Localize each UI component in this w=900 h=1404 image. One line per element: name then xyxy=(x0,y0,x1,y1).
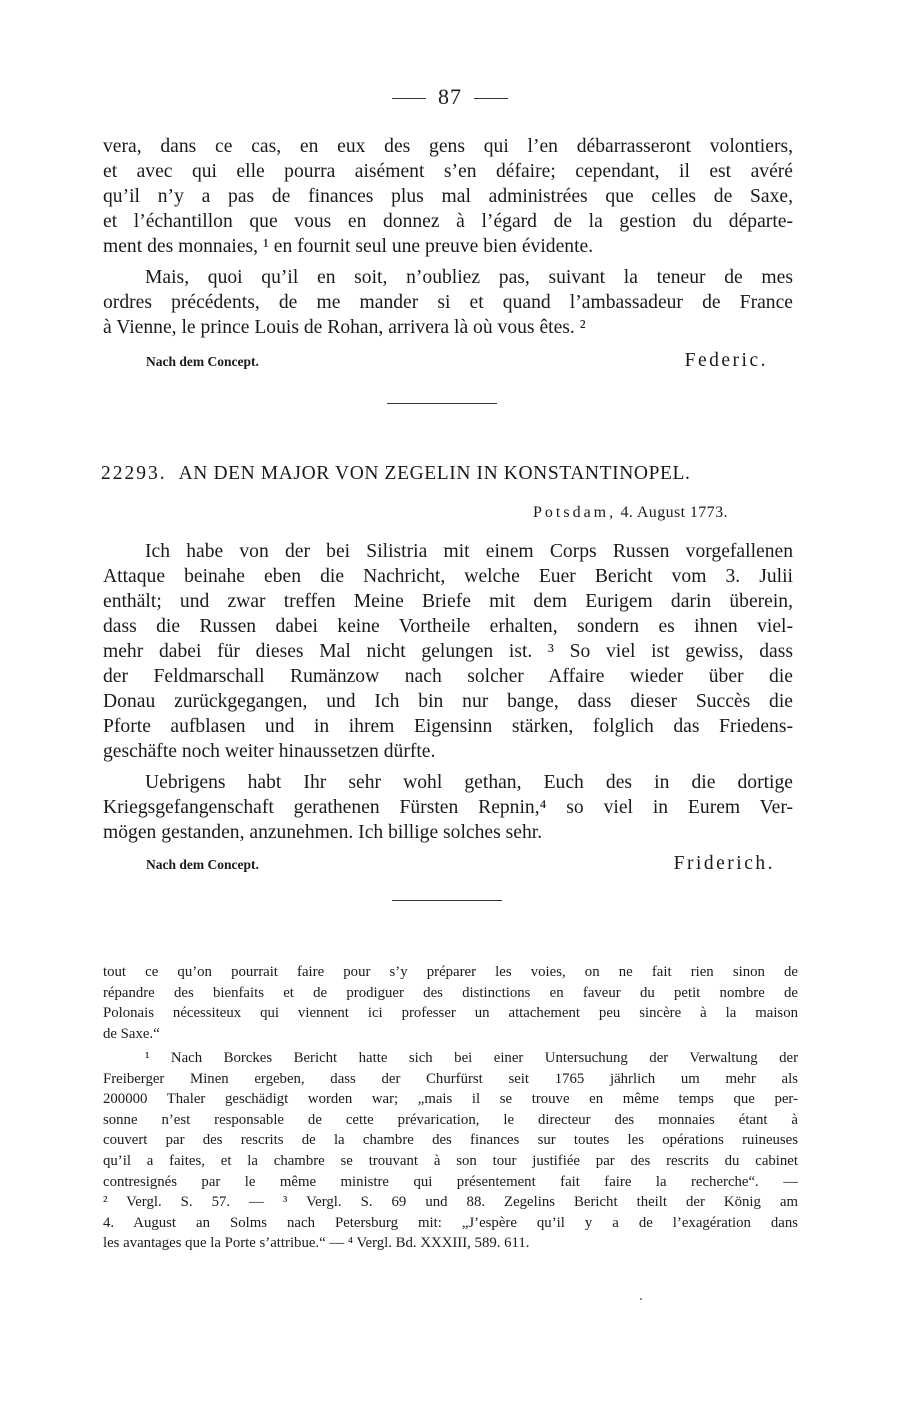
footnote-continuation xyxy=(103,962,798,1044)
text-line: ordres précédents, de me mander si et quand l’ambassadeur de France xyxy=(103,292,793,313)
text-line: ment des monnaies, ¹ en fournit seul une preuve bien évidente. xyxy=(103,236,594,257)
source-note: Nach dem Concept. xyxy=(146,354,259,369)
text-line: à Vienne, le prince Louis de Rohan, arrivera là où vous êtes. ² xyxy=(103,317,586,338)
text-line: enthält; und zwar treffen Meine Briefe mit dem Eurigem darin überein, xyxy=(103,591,793,612)
signature: Federic. xyxy=(684,350,768,371)
dateline-date: 4. August 1773. xyxy=(620,504,728,521)
source-note: Nach dem Concept. xyxy=(146,857,259,872)
text-line: der Feldmarschall Rumänzow nach solcher Affaire wieder über die xyxy=(103,666,793,687)
letter1-paragraph-2 xyxy=(103,265,793,340)
footnote-line: les avantages que la Porte s’attribue.“ — ⁴ Vergl. Bd. XXXIII, 589. 611. xyxy=(103,1235,530,1252)
dateline-place: Potsdam, xyxy=(533,504,617,521)
print-speck xyxy=(640,1298,642,1300)
dateline xyxy=(533,504,728,522)
letter1-closing xyxy=(103,350,768,372)
page-number-header xyxy=(0,84,900,110)
text-line: Kriegsgefangenschaft gerathenen Fürsten Repnin,⁴ so viel in Eurem Ver- xyxy=(103,797,793,818)
footnote-line: qu’il a faites, et la chambre se trouvant à son tour justifiée par des rescrits du cabinet xyxy=(103,1152,798,1169)
footnote-line: contresignés par le même ministre qui présentement fait faire la recherche“. — xyxy=(103,1173,798,1190)
header-dash-left xyxy=(392,98,426,99)
text-line: mögen gestanden, anzunehmen. Ich billige solches sehr. xyxy=(103,822,543,843)
letter1-paragraph-1 xyxy=(103,134,793,259)
footnote-line: 200000 Thaler geschädigt worden war; „mais il se trouve en même temps que per- xyxy=(103,1091,798,1108)
text-line: Ich habe von der bei Silistria mit einem Corps Russen vorgefallenen xyxy=(145,541,793,562)
footnote-line: répandre des bienfaits et de prodiguer des distinctions en faveur du petit nombre de xyxy=(103,984,798,1001)
text-line: Pforte aufblasen und in ihrem Eigensinn stärken, folglich das Friedens- xyxy=(103,716,793,737)
letter2-paragraph-1 xyxy=(103,539,793,764)
section-divider xyxy=(392,900,502,901)
header-dash-right xyxy=(474,98,508,99)
footnotes xyxy=(103,1048,798,1254)
letter2-paragraph-2 xyxy=(103,770,793,845)
footnote-line: sonne n’est responsable de cette prévarication, le directeur des monnaies étant à xyxy=(103,1111,798,1128)
text-line: qu’il n’y a pas de finances plus mal administrées que celles de Saxe, xyxy=(103,186,793,207)
text-line: mehr dabei für dieses Mal nicht gelungen ist. ³ So viel ist gewiss, dass xyxy=(103,641,793,662)
footnote-line: ¹ Nach Borckes Bericht hatte sich bei einer Untersuchung der Verwaltung der xyxy=(145,1050,798,1066)
letter-heading xyxy=(101,463,801,485)
footnote-line: de Saxe.“ xyxy=(103,1025,160,1042)
footnote-line: Polonais nécessiteux qui viennent ici professer un attachement peu sincère à la maison xyxy=(103,1005,798,1022)
text-line: et l’échantillon que vous en donnez à l’égard de la gestion du départe- xyxy=(103,211,793,232)
section-divider xyxy=(387,403,497,404)
text-line: Mais, quoi qu’il en soit, n’oubliez pas, suivant la teneur de mes xyxy=(145,267,793,288)
page-number: 87 xyxy=(438,84,462,109)
text-line: Donau zurückgegangen, und Ich bin nur bange, dass dieser Succès die xyxy=(103,691,793,712)
letter2-closing xyxy=(103,853,775,875)
footnote-line: tout ce qu’on pourrait faire pour s’y préparer les voies, on ne fait rien sinon de xyxy=(103,964,798,980)
signature: Friderich. xyxy=(673,853,775,874)
footnote-line: Freiberger Minen ergeben, dass der Churfürst seit 1765 jährlich um mehr als xyxy=(103,1070,798,1087)
text-line: Uebrigens habt Ihr sehr wohl gethan, Euch des in die dortige xyxy=(145,772,793,793)
footnote-line: 4. August an Solms nach Petersburg mit: „J’espère qu’il y a de l’exagération dans xyxy=(103,1214,798,1231)
text-line: Attaque beinahe eben die Nachricht, welche Euer Bericht vom 3. Julii xyxy=(103,566,793,587)
footnote-line: couvert par des rescrits de la chambre des finances sur toutes les opérations ruineuses xyxy=(103,1132,798,1149)
letter-title: AN DEN MAJOR VON ZEGELIN IN KONSTANTINOPEL. xyxy=(178,463,691,484)
text-line: dass die Russen dabei keine Vortheile erhalten, sondern es ihnen viel- xyxy=(103,616,793,637)
text-line: vera, dans ce cas, en eux des gens qui l’en débarrasseront volontiers, xyxy=(103,136,793,157)
text-line: geschäfte noch weiter hinaussetzen dürfte. xyxy=(103,741,436,762)
footnote-line: ² Vergl. S. 57. — ³ Vergl. S. 69 und 88. Zegelins Bericht theilt der König am xyxy=(103,1194,798,1211)
letter-number: 22293. xyxy=(101,463,167,484)
text-line: et avec qui elle pourra aisément s’en défaire; cependant, il est avéré xyxy=(103,161,793,182)
